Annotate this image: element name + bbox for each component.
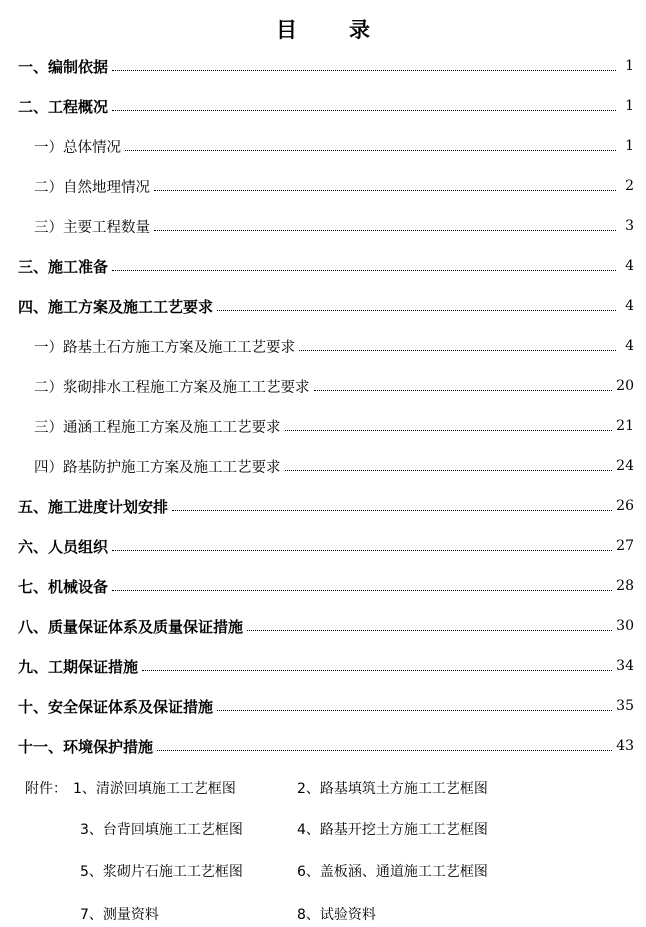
toc-entry-page: 43 (616, 738, 634, 754)
dot-leader (247, 630, 612, 631)
dot-leader (314, 390, 613, 391)
toc-subentry[interactable] (0, 126, 646, 166)
toc-entry-page: 1 (625, 98, 634, 114)
dot-leader (154, 230, 616, 231)
toc-entry-label: 三）主要工程数量 (34, 219, 150, 236)
toc-entry-page: 27 (616, 538, 634, 554)
dot-leader (172, 510, 612, 511)
toc-entry-label: 四、施工方案及施工工艺要求 (18, 297, 214, 316)
appendix-item[interactable]: 2、路基填筑土方施工工艺框图 (297, 781, 488, 797)
toc-entry[interactable] (0, 606, 646, 646)
toc-subentry[interactable] (0, 366, 646, 406)
toc-subentry[interactable] (0, 446, 646, 486)
toc-entry-label: 一、编制依据 (18, 57, 109, 76)
toc-entry-label: 一）总体情况 (34, 139, 121, 156)
toc-entry-label: 一）路基土石方施工方案及施工工艺要求 (34, 339, 295, 356)
appendix-item[interactable]: 5、浆砌片石施工工艺框图 (80, 864, 243, 880)
toc-entry-page: 21 (616, 418, 634, 434)
dot-leader (285, 470, 613, 471)
toc-entry-label: 三）通涵工程施工方案及施工工艺要求 (34, 419, 281, 436)
appendix-item[interactable]: 1、清淤回填施工工艺框图 (73, 781, 236, 797)
appendix-item[interactable]: 7、测量资料 (80, 907, 159, 923)
dot-leader (299, 350, 616, 351)
toc-entry-page: 35 (616, 698, 634, 714)
dot-leader (217, 710, 612, 711)
toc-entry-page: 3 (625, 218, 634, 234)
dot-leader (217, 310, 616, 311)
dot-leader (112, 590, 612, 591)
toc-subentry[interactable] (0, 206, 646, 246)
toc-entry-label: 二）自然地理情况 (34, 179, 150, 196)
appendix-item[interactable]: 3、台背回填施工工艺框图 (80, 822, 243, 838)
toc-entry-page: 4 (625, 338, 634, 354)
appendix-item[interactable]: 4、路基开挖土方施工工艺框图 (297, 822, 488, 838)
toc-entry-page: 4 (625, 298, 634, 314)
appendix-item[interactable]: 8、试验资料 (297, 907, 376, 923)
page-title (0, 14, 646, 44)
dot-leader (112, 70, 616, 71)
toc-entry-page: 34 (616, 658, 634, 674)
toc-entry-label: 七、机械设备 (18, 577, 109, 596)
toc-subentry[interactable] (0, 166, 646, 206)
toc-entry[interactable] (0, 646, 646, 686)
toc-entry-page: 24 (616, 458, 634, 474)
toc-entry[interactable] (0, 526, 646, 566)
toc-entry-page: 1 (625, 138, 634, 154)
title-char-left: 目 (276, 17, 297, 42)
toc-entry-page: 2 (625, 178, 634, 194)
toc-entry-page: 30 (616, 618, 634, 634)
toc-entry-label: 五、施工进度计划安排 (18, 497, 169, 516)
toc-entry[interactable] (0, 486, 646, 526)
appendix-prefix: 附件： (25, 781, 67, 797)
toc-entry-label: 十、安全保证体系及保证措施 (18, 697, 214, 716)
toc-entry-label: 八、质量保证体系及质量保证措施 (18, 617, 244, 636)
toc-entry-label: 三、施工准备 (18, 257, 109, 276)
dot-leader (157, 750, 612, 751)
toc-entry-label: 二）浆砌排水工程施工方案及施工工艺要求 (34, 379, 310, 396)
toc-subentry[interactable] (0, 326, 646, 366)
toc-entry[interactable] (0, 566, 646, 606)
toc-entry[interactable] (0, 86, 646, 126)
toc-entry[interactable] (0, 726, 646, 766)
dot-leader (112, 270, 616, 271)
dot-leader (285, 430, 613, 431)
toc-entry-label: 十一、环境保护措施 (18, 737, 154, 756)
title-char-right: 录 (349, 17, 370, 42)
dot-leader (125, 150, 616, 151)
toc-entry[interactable] (0, 286, 646, 326)
toc-entry[interactable] (0, 46, 646, 86)
toc-entry[interactable] (0, 246, 646, 286)
dot-leader (112, 550, 612, 551)
dot-leader (112, 110, 616, 111)
toc-entry-page: 26 (616, 498, 634, 514)
dot-leader (154, 190, 616, 191)
toc-entry[interactable] (0, 686, 646, 726)
toc-entry-page: 20 (616, 378, 634, 394)
toc-entry-label: 二、工程概况 (18, 97, 109, 116)
appendix-item[interactable]: 6、盖板涵、通道施工工艺框图 (297, 864, 488, 880)
toc-entry-label: 四）路基防护施工方案及施工工艺要求 (34, 459, 281, 476)
toc-entry-label: 九、工期保证措施 (18, 657, 139, 676)
toc-entry-page: 28 (616, 578, 634, 594)
toc-entry-page: 1 (625, 58, 634, 74)
toc-entry-page: 4 (625, 258, 634, 274)
toc-entry-label: 六、人员组织 (18, 537, 109, 556)
dot-leader (142, 670, 612, 671)
toc-subentry[interactable] (0, 406, 646, 446)
